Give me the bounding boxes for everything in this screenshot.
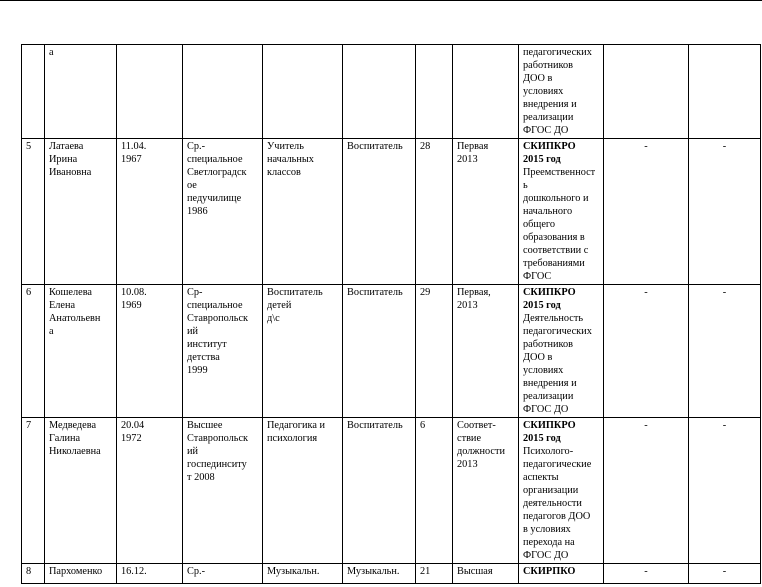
- row-number-cell: [22, 418, 45, 564]
- cell-line: СКИПКРО: [523, 420, 576, 431]
- cell-text: -: [722, 287, 727, 298]
- cell-line: ий: [187, 326, 199, 337]
- position-cell: [343, 139, 416, 285]
- cell-line: институт: [187, 339, 227, 350]
- cell-line: начального: [523, 206, 573, 217]
- cell-text: 29: [420, 287, 431, 298]
- cell-line: 2013: [457, 154, 478, 165]
- cell-text: -: [644, 141, 648, 152]
- extra-cell-2: [689, 139, 761, 285]
- cell-line: условиях: [523, 86, 564, 97]
- cell-text: -: [644, 287, 648, 298]
- cell-line: образования в: [523, 232, 585, 243]
- position-cell: [343, 285, 416, 418]
- cell-line: детства: [187, 352, 220, 363]
- cell-line: педагогических: [523, 47, 592, 58]
- extra-cell-2: [689, 564, 761, 584]
- extra-cell-1: [604, 418, 689, 564]
- cell-line: Ср.-: [187, 566, 206, 577]
- cell-line: деятельности: [523, 498, 582, 509]
- name-cell: [45, 564, 117, 584]
- cell-line: т 2008: [187, 472, 215, 483]
- cell-line: 1999: [187, 365, 208, 376]
- specialty-cell: [263, 564, 343, 584]
- cell-line: Соответ-: [457, 420, 496, 431]
- cell-line: психология: [267, 433, 318, 444]
- cell-line: Ирина: [49, 154, 78, 165]
- cell-line: Воспитатель: [347, 287, 403, 298]
- cell-text: 21: [420, 566, 431, 577]
- cell-line: аспекты: [523, 472, 559, 483]
- courses-cell: [519, 285, 604, 418]
- extra-cell-1: [604, 139, 689, 285]
- category-cell: [453, 285, 519, 418]
- cell-line: д\с: [267, 313, 280, 324]
- cell-line: требованиями: [523, 258, 585, 269]
- cell-line: условиях: [523, 365, 564, 376]
- cell-line: Первая: [457, 141, 489, 152]
- extra-cell-1: [604, 285, 689, 418]
- cell-line: педагогов ДОО: [523, 511, 591, 522]
- cell-line: перехода на: [523, 537, 575, 548]
- row-number-cell: [22, 45, 45, 139]
- cell-line: общего: [523, 219, 556, 230]
- cell-line: Медведева: [49, 420, 97, 431]
- cell-line: в условиях: [523, 524, 571, 535]
- cell-text: 5: [26, 141, 32, 152]
- birth-date-cell: [117, 285, 183, 418]
- position-cell: [343, 45, 416, 139]
- cell-line: ий: [187, 446, 199, 457]
- cell-line: ФГОС ДО: [523, 550, 569, 561]
- cell-line: классов: [267, 167, 301, 178]
- experience-cell: [416, 45, 453, 139]
- name-cell: [45, 285, 117, 418]
- cell-line: Пархоменко: [49, 566, 103, 577]
- cell-line: а: [49, 326, 54, 337]
- cell-line: Первая,: [457, 287, 491, 298]
- cell-text: -: [644, 420, 648, 431]
- cell-line: реализации: [523, 391, 574, 402]
- position-cell: [343, 564, 416, 584]
- cell-line: Латаева: [49, 141, 84, 152]
- cell-text: 8: [26, 566, 32, 577]
- extra-cell-1: [604, 564, 689, 584]
- cell-line: Ставропольск: [187, 313, 249, 324]
- cell-line: Психолого-: [523, 446, 574, 457]
- cell-line: Анатольевн: [49, 313, 101, 324]
- cell-line: дошкольного и: [523, 193, 589, 204]
- education-cell: [183, 139, 263, 285]
- category-cell: [453, 418, 519, 564]
- cell-line: СКИРПКО: [523, 566, 576, 577]
- cell-text: -: [722, 420, 727, 431]
- staff-table: [21, 44, 761, 584]
- cell-line: СКИПКРО: [523, 287, 576, 298]
- cell-line: ь: [523, 180, 528, 191]
- cell-text: 7: [26, 420, 32, 431]
- experience-cell: [416, 564, 453, 584]
- extra-cell-1: [604, 45, 689, 139]
- cell-line: Музыкальн.: [347, 566, 400, 577]
- cell-line: внедрения и: [523, 378, 577, 389]
- cell-line: Воспитатель: [347, 141, 403, 152]
- page-top-rule: [0, 0, 762, 1]
- cell-line: Светлоградск: [187, 167, 247, 178]
- cell-line: 16.12.: [121, 566, 147, 577]
- experience-cell: [416, 418, 453, 564]
- cell-line: Елена: [49, 300, 76, 311]
- category-cell: [453, 45, 519, 139]
- table-row: [22, 564, 761, 584]
- birth-date-cell: [117, 418, 183, 564]
- cell-line: 1969: [121, 300, 142, 311]
- specialty-cell: [263, 139, 343, 285]
- table-row: [22, 45, 761, 139]
- birth-date-cell: [117, 564, 183, 584]
- table-row: [22, 139, 761, 285]
- extra-cell-2: [689, 285, 761, 418]
- cell-line: внедрения и: [523, 99, 577, 110]
- cell-line: 1986: [187, 206, 208, 217]
- cell-line: 1972: [121, 433, 142, 444]
- specialty-cell: [263, 418, 343, 564]
- cell-line: Кошелева: [49, 287, 93, 298]
- table-row: [22, 285, 761, 418]
- cell-line: педагогические: [523, 459, 592, 470]
- cell-line: 2015 год: [523, 300, 561, 311]
- cell-line: 2015 год: [523, 154, 561, 165]
- cell-line: работников: [523, 60, 573, 71]
- cell-line: специальное: [187, 300, 243, 311]
- name-cell: [45, 139, 117, 285]
- courses-cell: [519, 418, 604, 564]
- cell-line: организации: [523, 485, 579, 496]
- cell-text: 6: [26, 287, 32, 298]
- row-number-cell: [22, 139, 45, 285]
- experience-cell: [416, 139, 453, 285]
- table-row: [22, 418, 761, 564]
- cell-text: -: [722, 566, 727, 577]
- cell-line: госпединситу: [187, 459, 247, 470]
- courses-cell: [519, 45, 604, 139]
- row-number-cell: [22, 285, 45, 418]
- cell-text: -: [722, 141, 727, 152]
- cell-line: ФГОС ДО: [523, 125, 569, 136]
- cell-line: Воспитатель: [267, 287, 323, 298]
- cell-line: Преемственност: [523, 167, 596, 178]
- cell-line: 2015 год: [523, 433, 561, 444]
- cell-line: 11.04.: [121, 141, 147, 152]
- name-cell: [45, 418, 117, 564]
- specialty-cell: [263, 45, 343, 139]
- cell-line: ДОО в: [523, 352, 553, 363]
- cell-line: Высшая: [457, 566, 493, 577]
- cell-line: реализации: [523, 112, 574, 123]
- cell-line: должности: [457, 446, 506, 457]
- cell-line: СКИПКРО: [523, 141, 576, 152]
- education-cell: [183, 45, 263, 139]
- cell-line: соответствии с: [523, 245, 589, 256]
- cell-line: педагогических: [523, 326, 592, 337]
- birth-date-cell: [117, 45, 183, 139]
- cell-line: ое: [187, 180, 197, 191]
- cell-line: Николаевна: [49, 446, 101, 457]
- cell-line: Ивановна: [49, 167, 92, 178]
- cell-line: а: [49, 47, 54, 58]
- cell-line: ФГОС ДО: [523, 404, 569, 415]
- cell-line: ствие: [457, 433, 482, 444]
- category-cell: [453, 139, 519, 285]
- row-number-cell: [22, 564, 45, 584]
- cell-line: Воспитатель: [347, 420, 403, 431]
- cell-line: 2013: [457, 459, 478, 470]
- cell-line: детей: [267, 300, 292, 311]
- cell-line: работников: [523, 339, 573, 350]
- extra-cell-2: [689, 45, 761, 139]
- cell-line: ДОО в: [523, 73, 553, 84]
- extra-cell-2: [689, 418, 761, 564]
- cell-line: Музыкальн.: [267, 566, 320, 577]
- experience-cell: [416, 285, 453, 418]
- education-cell: [183, 564, 263, 584]
- cell-line: Ср-: [187, 287, 203, 298]
- cell-line: педучилище: [187, 193, 242, 204]
- cell-line: 2013: [457, 300, 478, 311]
- cell-line: специальное: [187, 154, 243, 165]
- position-cell: [343, 418, 416, 564]
- courses-cell: [519, 564, 604, 584]
- birth-date-cell: [117, 139, 183, 285]
- cell-text: 6: [420, 420, 426, 431]
- cell-text: -: [644, 566, 648, 577]
- courses-cell: [519, 139, 604, 285]
- cell-line: Педагогика и: [267, 420, 326, 431]
- cell-line: Ставропольск: [187, 433, 249, 444]
- cell-line: 10.08.: [121, 287, 147, 298]
- cell-line: Деятельность: [523, 313, 584, 324]
- cell-line: Учитель: [267, 141, 304, 152]
- cell-line: ФГОС: [523, 271, 552, 282]
- name-cell: [45, 45, 117, 139]
- cell-line: Галина: [49, 433, 81, 444]
- cell-line: 1967: [121, 154, 142, 165]
- cell-text: 28: [420, 141, 431, 152]
- cell-line: Высшее: [187, 420, 223, 431]
- education-cell: [183, 418, 263, 564]
- cell-line: 20.04: [121, 420, 145, 431]
- category-cell: [453, 564, 519, 584]
- education-cell: [183, 285, 263, 418]
- cell-line: начальных: [267, 154, 314, 165]
- specialty-cell: [263, 285, 343, 418]
- cell-line: Ср.-: [187, 141, 206, 152]
